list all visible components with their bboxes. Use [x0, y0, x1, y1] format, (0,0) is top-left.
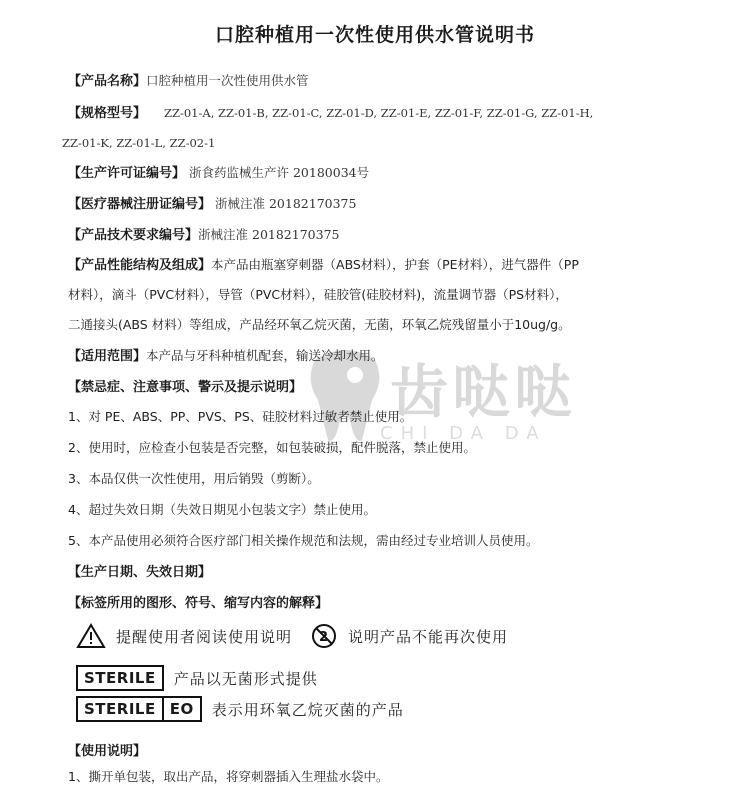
- structure-label: 【产品性能结构及组成】: [68, 258, 212, 273]
- model-row-2: [62, 134, 722, 152]
- structure-line3: 二通接头(ABS 材料）等组成，产品经环氧乙烷灭菌，无菌，环氧乙烷残留量小于10ug/g。: [68, 317, 571, 332]
- warning-symbol-row: [76, 622, 508, 650]
- tech-req-value: 浙械注准 20182170375: [198, 227, 340, 242]
- warning-item-5: 5、本产品使用必须符合医疗部门相关操作规范和法规，需由经过专业培训人员使用。: [68, 533, 539, 548]
- warnings-label: 【禁忌症、注意事项、警示及提示说明】: [68, 380, 303, 395]
- sterile-box-icon: STERILE: [76, 665, 164, 691]
- sterile-eo-box-icon: STERILE: [76, 696, 164, 722]
- structure-line2: 材料），滴斗（PVC材料），导管（PVC材料），硅胶管(硅胶材料)，流量调节器（PS材料），: [68, 287, 568, 302]
- warning-item-2: 2、使用时，应检查小包装是否完整，如包装破损，配件脱落，禁止使用。: [68, 440, 476, 455]
- eo-text: 表示用环氧乙烷灭菌的产品: [211, 700, 404, 719]
- warning-item-1: 1、对 PE、ABS、PP、PVS、PS、硅胶材料过敏者禁止使用。: [68, 409, 413, 424]
- watermark-en: CHI DA DA: [380, 423, 547, 444]
- model-label: 【规格型号】: [68, 106, 147, 121]
- model-row: [68, 104, 728, 123]
- warning-item-3: 3、本品仅供一次性使用，用后销毁（剪断）。: [68, 471, 320, 486]
- model-value-line2: ZZ-01-K, ZZ-01-L, ZZ-02-1: [62, 136, 216, 150]
- product-name-row: [68, 72, 728, 91]
- eo-symbol-row: [76, 696, 404, 722]
- warning-item: [68, 470, 728, 488]
- no-reuse-text: 说明产品不能再次使用: [348, 627, 509, 646]
- tech-req-row: [68, 226, 728, 245]
- tech-req-label: 【产品技术要求编号】: [68, 228, 199, 243]
- structure-line1: 本产品由瓶塞穿刺器（ABS材料），护套（PE材料），进气器件（PP: [211, 257, 579, 272]
- product-name-label: 【产品名称】: [68, 74, 147, 89]
- warnings-heading-row: [68, 378, 728, 397]
- usage-item-1: 1、撕开单包装，取出产品，将穿刺器插入生理盐水袋中。: [68, 769, 389, 784]
- warning-triangle-icon: [76, 623, 106, 649]
- model-value-line1: ZZ-01-A, ZZ-01-B, ZZ-01-C, ZZ-01-D, ZZ-01-E, ZZ-01-F, ZZ-01-G, ZZ-01-H,: [164, 106, 594, 120]
- warning-item: [68, 439, 728, 457]
- sterile-text: 产品以无菌形式提供: [173, 669, 318, 688]
- registration-row: [68, 195, 728, 214]
- usage-label: 【使用说明】: [68, 744, 147, 759]
- scope-label: 【适用范围】: [68, 349, 147, 364]
- warning-item: [68, 532, 728, 550]
- no-reuse-icon: [310, 622, 338, 650]
- warning-symbol-text: 提醒使用者阅读使用说明: [116, 627, 293, 646]
- warning-item-4: 4、超过失效日期（失效日期见小包装文字）禁止使用。: [68, 502, 376, 517]
- scope-row: [68, 347, 728, 366]
- dates-row: [68, 563, 728, 582]
- usage-heading-row: [68, 742, 728, 761]
- warning-item: [68, 408, 728, 426]
- sterile-symbol-row: [76, 665, 318, 691]
- registration-value: 浙械注准 20182170375: [215, 196, 357, 211]
- structure-row-3: [68, 316, 728, 334]
- svg-text:2: 2: [319, 630, 329, 645]
- registration-label: 【医疗器械注册证编号】: [68, 197, 212, 212]
- scope-value: 本产品与牙科种植机配套，输送冷却水用。: [146, 348, 384, 363]
- product-name-value: 口腔种植用一次性使用供水管: [146, 73, 309, 88]
- structure-row-2: [68, 286, 728, 304]
- symbols-label: 【标签所用的图形、符号、缩写内容的解释】: [68, 596, 329, 611]
- dates-label: 【生产日期、失效日期】: [68, 565, 212, 580]
- license-row: [68, 164, 728, 183]
- eo-box-icon: EO: [164, 696, 202, 722]
- symbols-heading-row: [68, 594, 728, 613]
- warning-item: [68, 501, 728, 519]
- license-value: 浙食药监械生产许 20180034号: [189, 165, 370, 180]
- document-title: 口腔种植用一次性使用供水管说明书: [214, 24, 535, 46]
- structure-row-1: [68, 256, 728, 275]
- usage-item: [68, 768, 728, 786]
- license-label: 【生产许可证编号】: [68, 166, 186, 181]
- watermark-cn: 齿哒哒: [390, 358, 577, 426]
